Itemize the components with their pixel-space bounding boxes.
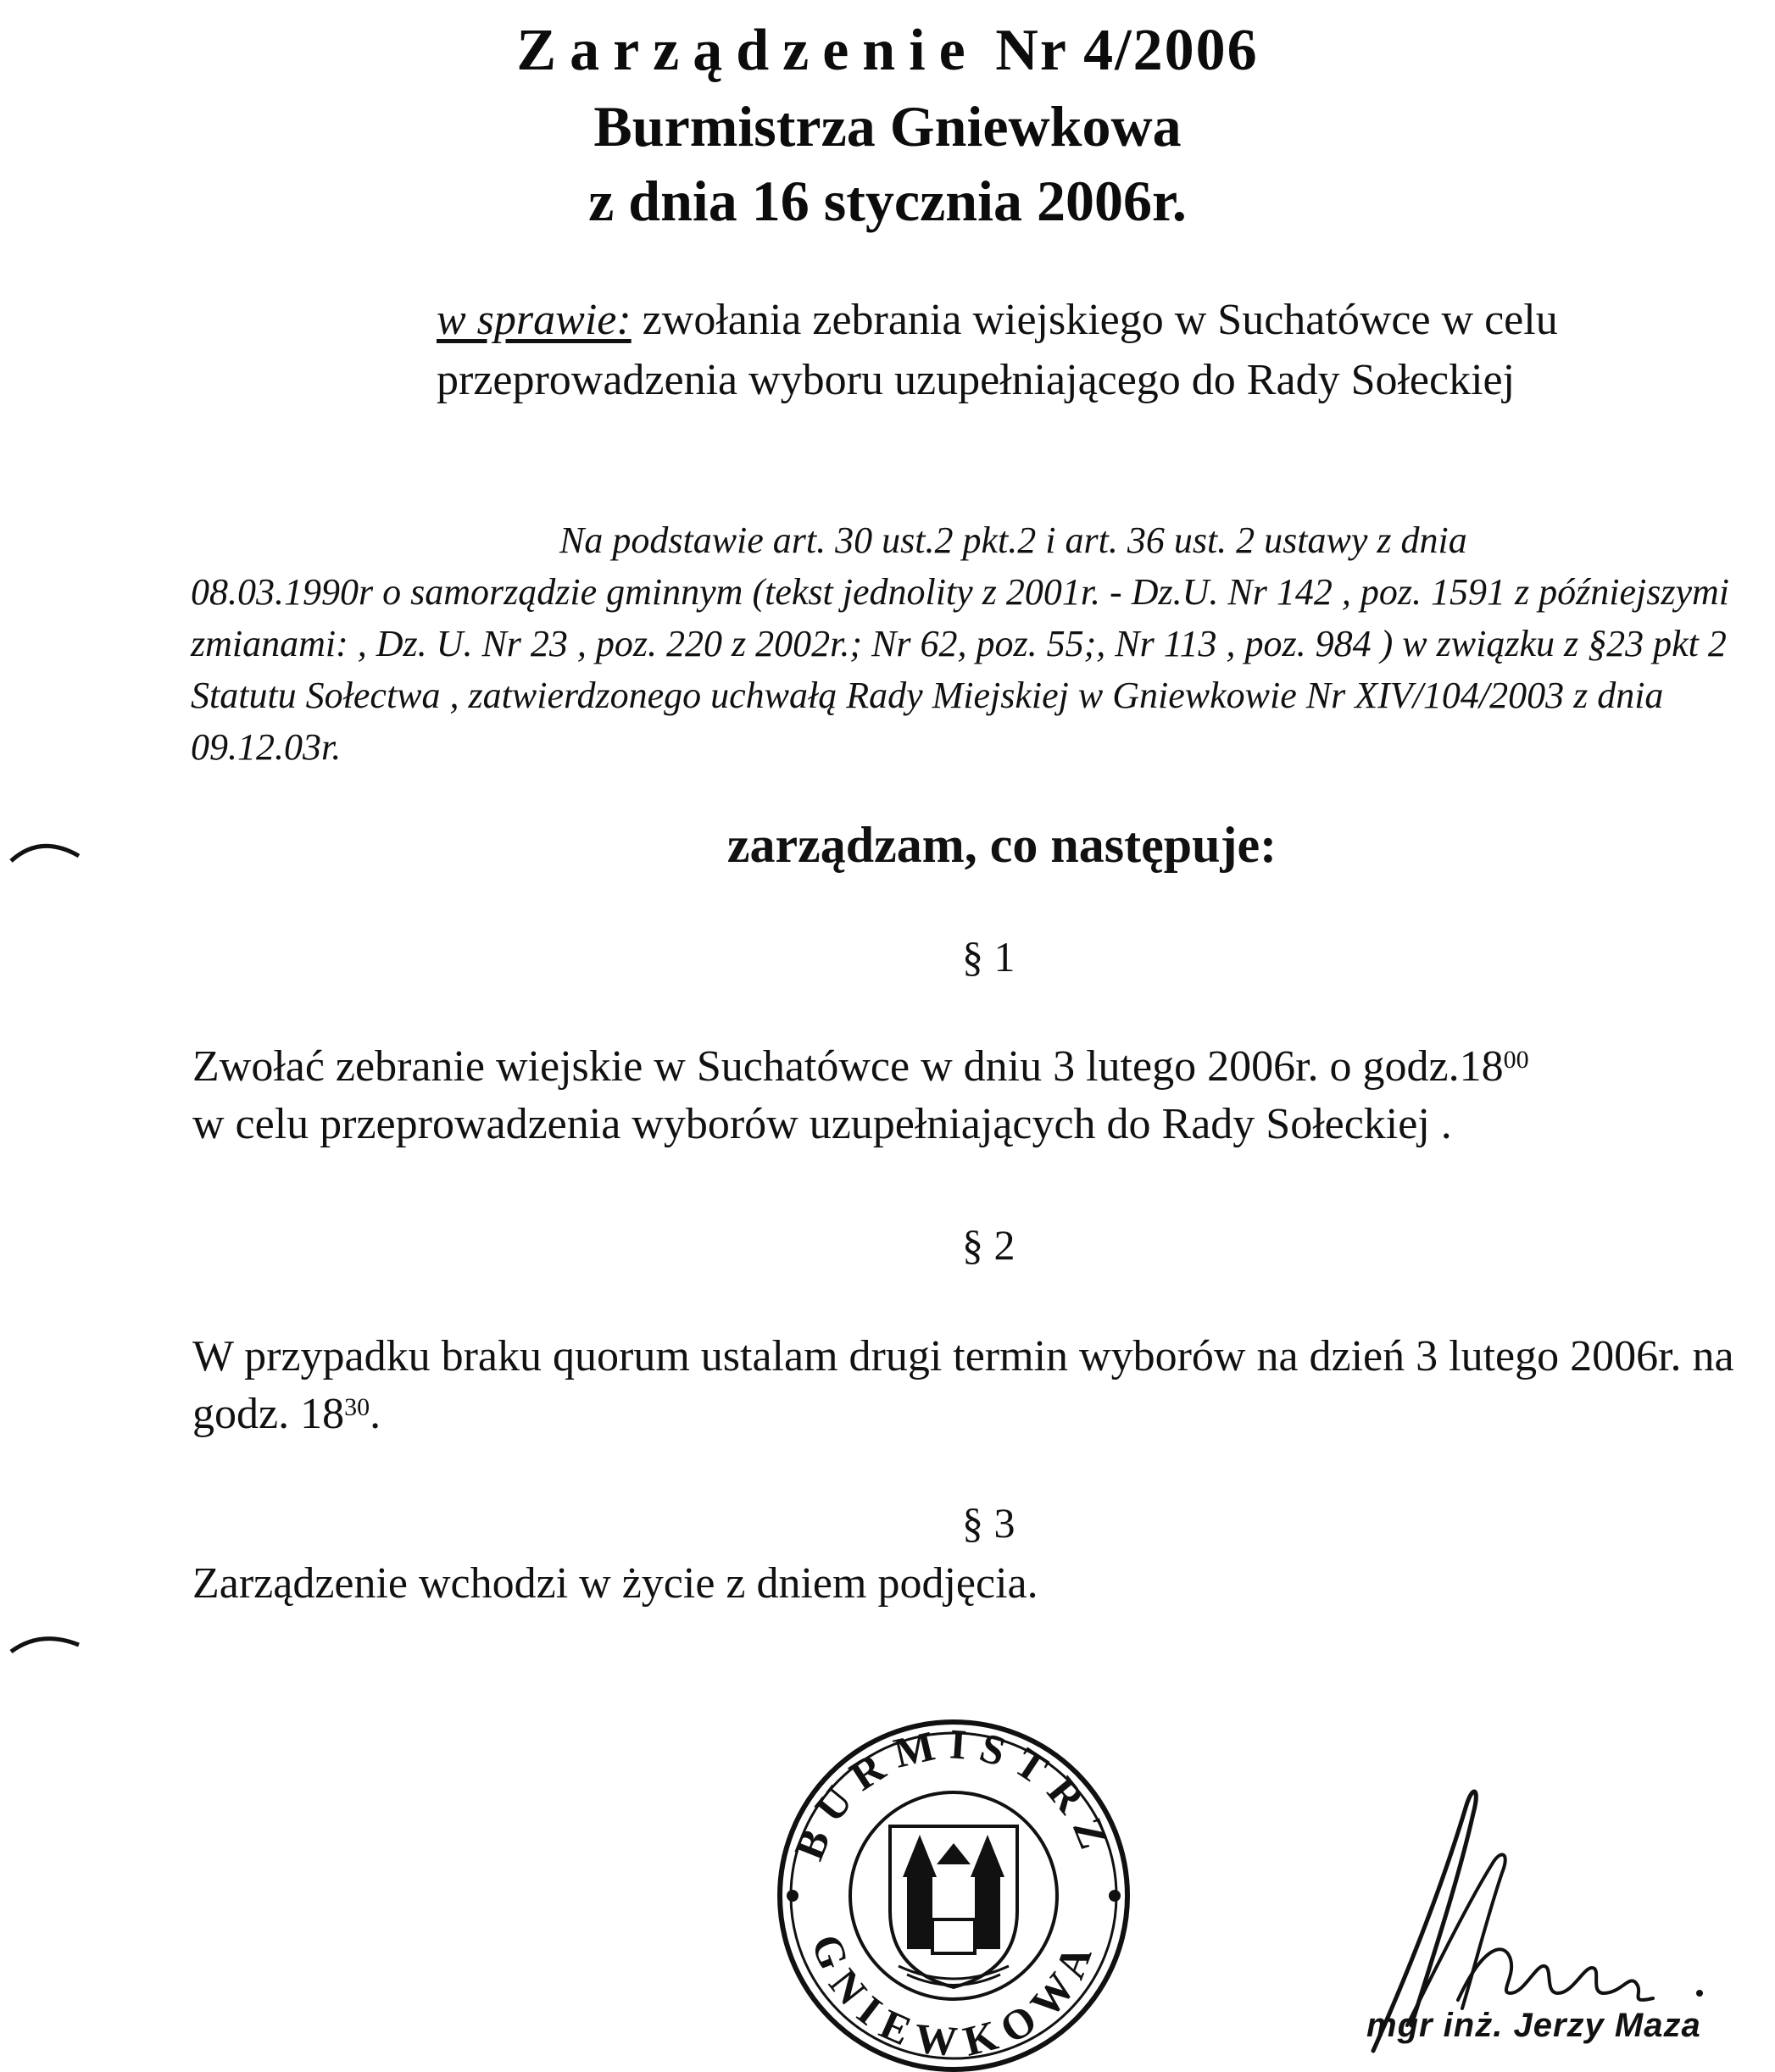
document-date: z dnia 16 stycznia 2006r. [588,169,1187,233]
subject [437,290,1725,410]
section-1-line-1: Zwołać zebranie wiejskie w Suchatówce w dniu 3 lutego 2006r. o godz.18 [192,1042,1504,1091]
subject-label: w sprawie: [437,296,632,344]
section-symbol-3: § 3 [962,1499,1015,1547]
punch-hole-mark-icon [7,1623,83,1657]
section-text-3: Zarządzenie wchodzi w życie z dniem podjęcia. [192,1559,1038,1608]
svg-text:GNIEWKOWA [803,1928,1105,2066]
section-symbol-1: § 1 [962,933,1015,980]
document-title [0,17,1775,85]
title-number: Nr 4/2006 [995,18,1259,83]
legal-basis-text: 08.03.1990r o samorządzie gminnym (tekst jednolity z 2001r. - Dz.U. Nr 142 , poz. 1591 z późniejszymi zmianami: , Dz. U. Nr 23 , poz. 220 z 2002r.; Nr 62, poz. 55;, Nr 113 , poz. 984 ) w związku z §23 pkt 2 Statutu Sołectwa , zatwierdzonego uchwałą Rady Miejskiej w Gniewkowie Nr XIV/104/2003 z dnia 09.12.03r. [191,571,1729,768]
signer-name: mgr inż. Jerzy Maza [1366,2007,1701,2044]
issuer: Burmistrza Gniewkowa [593,94,1182,158]
section-1-hour-minutes: 00 [1503,1046,1529,1074]
section-text-2 [192,1328,1761,1443]
legal-basis-first-line: Na podstawie art. 30 ust.2 pkt.2 i art. 36 ust. 2 ustawy z dnia [559,519,1467,561]
stamp-text-bottom: GNIEWKOWA [802,1928,1105,2067]
section-2-text: W przypadku braku quorum ustalam drugi termin wyborów na dzień 3 lutego 2006r. na godz. 18 [192,1332,1734,1438]
title-word: Zarządzenie [516,18,979,83]
burmistrz-stamp-icon [767,1716,1140,2072]
decree-heading: zarządzam, co następuje: [726,817,1277,873]
section-2-minutes: 30 [344,1393,370,1421]
section-1-line-2: w celu przeprowadzenia wyborów uzupełniających do Rady Sołeckiej . [192,1100,1452,1148]
section-symbol-2: § 2 [962,1221,1015,1269]
legal-basis [191,514,1763,773]
subject-text: zwołania zebrania wiejskiego w Suchatówce w celu przeprowadzenia wyboru uzupełniającego do Rady Sołeckiej [437,296,1558,404]
stamp-text-top: BURMISTRZ [784,1719,1123,1867]
punch-hole-mark-icon [7,830,83,864]
section-2-tail: . [370,1390,381,1438]
section-text-1 [192,1038,1761,1153]
